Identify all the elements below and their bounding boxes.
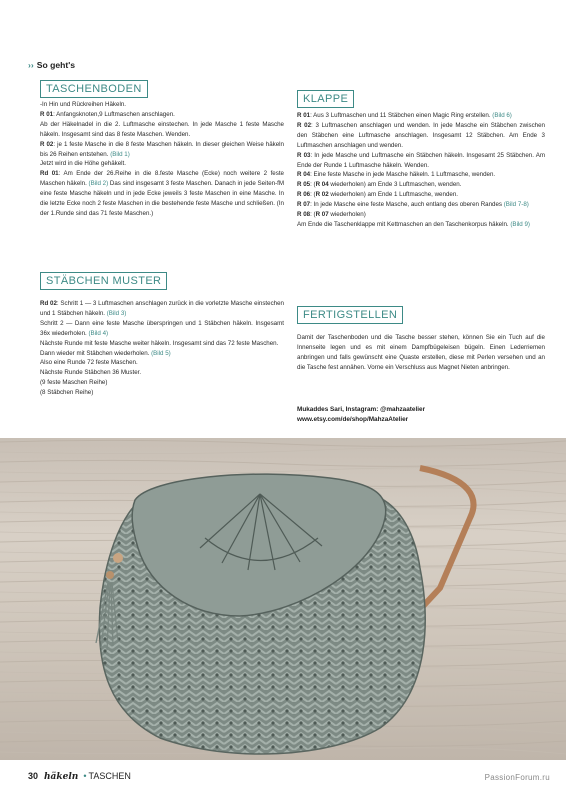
- image-reference: (Bild 3): [106, 309, 127, 317]
- instruction-text: wiederholen): [328, 211, 366, 219]
- instruction-text: : In jede Masche und Luftmasche ein Stäbchen häkeln. Insgesamt 25 Stäbchen. Am Ende der Runde 1 Luftmasche häkeln. Wenden.: [297, 151, 545, 169]
- klappe-text: [297, 111, 545, 230]
- instruction-line: [40, 169, 284, 219]
- heading-staebchen-muster: STÄBCHEN MUSTER: [40, 272, 167, 290]
- instruction-line: [40, 100, 284, 110]
- bead: [106, 571, 114, 579]
- page-number: 30: [28, 771, 39, 781]
- row-label: R 01: [40, 110, 54, 118]
- instruction-text: wiederholen) am Ende 3 Luftmaschen, wenden.: [328, 181, 462, 189]
- instruction-line: [40, 319, 284, 339]
- instruction-line: [40, 140, 284, 160]
- row-label: R 02: [315, 191, 329, 199]
- instruction-line: [297, 111, 545, 121]
- instruction-text: -In Hin und Rückreihen Häkeln.: [40, 101, 126, 108]
- instruction-line: [297, 170, 545, 180]
- row-label: R 02: [40, 140, 54, 148]
- instruction-line: [40, 299, 284, 319]
- instruction-text: : Am Ende der 26.Reihe in die 8.feste Masche (Ecke) noch weitere 2 feste Maschen häkeln.: [40, 170, 284, 188]
- heading-fertigstellen: FERTIGSTELLEN: [297, 306, 403, 324]
- intro-title: [28, 60, 75, 70]
- intro-arrows: ››: [28, 60, 34, 70]
- instruction-line: [40, 120, 284, 140]
- footer-separator: •: [83, 771, 87, 781]
- instruction-text: : Eine feste Masche in jede Masche häkeln. 1 Luftmasche, wenden.: [310, 171, 496, 179]
- instruction-text: wiederholen) am Ende 1 Luftmasche, wenden.: [328, 191, 458, 199]
- instruction-text: Nächste Runde mit feste Masche weiter häkeln. Insgesamt sind das 72 feste Maschen.: [40, 339, 279, 347]
- row-label: R 07: [315, 211, 329, 219]
- image-reference: (Bild 1): [110, 150, 130, 158]
- row-label: R 04: [315, 181, 329, 189]
- instruction-text: : Anfangsknoten,9 Luftmaschen anschlagen.: [53, 110, 175, 118]
- image-reference: (Bild 7-8): [503, 201, 529, 209]
- instruction-text: Dann wieder mit Stäbchen wiederholen.: [40, 349, 152, 357]
- instruction-text: : Schritt 1 — 3 Luftmaschen anschlagen zurück in die vorletzte Masche einstechen und 1 Stäbchen häkeln.: [40, 300, 284, 317]
- bead: [113, 553, 123, 563]
- heading-taschenboden: TASCHENBODEN: [40, 80, 148, 98]
- instruction-text: Jetzt wird in die Höhe gehäkelt.: [40, 160, 126, 168]
- crochet-bag-illustration: [0, 438, 566, 760]
- instruction-text: Das sind insgesamt 3 feste Maschen. Danach in jede Seiten-fM eine feste Masche häkeln und in jede Ecke jeweils 3 feste Maschen in eine Masche. In die letzte Ecke noch 2 feste Maschen in die bestehende feste Masche und schließen. (In der 1.Runde sind das 71 feste Maschen.): [40, 180, 285, 217]
- author-shop-link[interactable]: www.etsy.com/de/shop/MahzaAtelier: [297, 416, 409, 423]
- row-label: R 01: [297, 112, 311, 119]
- author-instagram: Mukaddes Sari, Instagram: @mahzaatelier: [297, 406, 426, 413]
- instruction-line: [297, 220, 545, 230]
- section-name: TASCHEN: [88, 771, 131, 781]
- image-reference: (Bild 5): [151, 349, 171, 357]
- instruction-line: [40, 358, 284, 368]
- watermark: PassionForum.ru: [484, 773, 550, 782]
- instruction-line: [40, 339, 284, 349]
- instruction-text: Am Ende die Taschenklappe mit Kettmaschen an den Taschenkorpus häkeln.: [297, 220, 511, 228]
- row-label: R 06: [297, 191, 311, 199]
- instruction-text: Ab der Häkelnadel in die 2. Luftmasche einstechen. In jede Masche 1 feste Masche häkeln. Insgesamt sind das 8 feste Maschen. Wenden.: [40, 120, 284, 138]
- instruction-line: [40, 368, 284, 378]
- row-label: R 07: [297, 201, 311, 209]
- instruction-text: : (: [310, 191, 316, 199]
- image-reference: (Bild 6): [492, 112, 512, 119]
- instruction-text: Also eine Runde 72 feste Maschen.: [40, 359, 138, 367]
- instruction-line: [297, 190, 545, 200]
- taschenboden-text: [40, 100, 284, 219]
- image-reference: (Bild 9): [510, 220, 530, 228]
- row-label: R 08: [297, 211, 311, 219]
- bag-photo: [0, 438, 566, 760]
- row-label: R 05: [297, 181, 311, 189]
- image-reference: (Bild 4): [88, 329, 109, 337]
- row-label: Rd 02: [40, 300, 57, 307]
- instruction-text: (8 Stäbchen Reihe): [40, 389, 94, 397]
- instruction-text: : 3 Luftmaschen anschlagen und wenden. In jede Masche ein Stäbchen zwischen den Stäbchen eine Luftmasche anschlagen. Insgesamt 12 Stäbchen. Am Ende 3 Luftmaschen anschlagen und wenden.: [297, 121, 545, 149]
- row-label: R 02: [297, 121, 312, 129]
- row-label: R 04: [297, 171, 311, 179]
- fertigstellen-text: Damit der Taschenboden und die Tasche besser stehen, können Sie ein Tuch auf die Innenseite legen und es mit einem Dampfbügeleisen bügeln. Einen Lederriemen anbringen und falls gewünscht eine Quaste erstellen, diese mit Perlen versehen und an die Tasche fest annähen. Vorne ein Verschluss aus Magnet Nieten anbringen.: [297, 334, 545, 371]
- instruction-text: : (: [310, 211, 316, 219]
- instruction-text: (9 feste Maschen Reihe): [40, 379, 108, 387]
- page-footer: [28, 771, 131, 782]
- row-label: R 03: [297, 151, 311, 159]
- instruction-text: : je 1 feste Masche in die 8 feste Maschen häkeln. In dieser gleichen Weise häkeln bis 26 Reihen entstehen.: [40, 140, 285, 158]
- row-label: Rd 01: [40, 170, 59, 178]
- instruction-text: Nächste Runde Stäbchen 36 Muster.: [40, 369, 142, 377]
- instruction-text: : (: [310, 181, 316, 189]
- image-reference: (Bild 2): [88, 180, 109, 188]
- instruction-line: [40, 378, 284, 388]
- instruction-text: Schritt 2 — Dann eine feste Masche überspringen und 1 Stäbchen häkeln. Insgesamt 36x wiederholen.: [40, 319, 284, 337]
- intro-text: So geht's: [36, 60, 76, 70]
- author-credit: [297, 405, 545, 425]
- instruction-line: [297, 151, 545, 171]
- staebchen-text: [40, 299, 284, 398]
- instruction-line: [297, 200, 545, 210]
- instruction-text: : Aus 3 Luftmaschen und 11 Stäbchen einen Magic Ring erstellen.: [310, 112, 493, 119]
- instruction-text: : In jede Masche eine feste Masche, auch entlang des oberen Randes: [310, 201, 504, 209]
- instruction-line: [40, 159, 284, 169]
- instruction-line: [297, 180, 545, 190]
- instruction-line: [297, 121, 545, 151]
- instruction-line: [297, 210, 545, 220]
- heading-klappe: KLAPPE: [297, 90, 354, 108]
- instruction-line: [40, 349, 284, 359]
- magazine-brand: häkeln: [44, 772, 79, 782]
- instruction-line: [40, 388, 284, 398]
- instruction-line: [40, 110, 284, 120]
